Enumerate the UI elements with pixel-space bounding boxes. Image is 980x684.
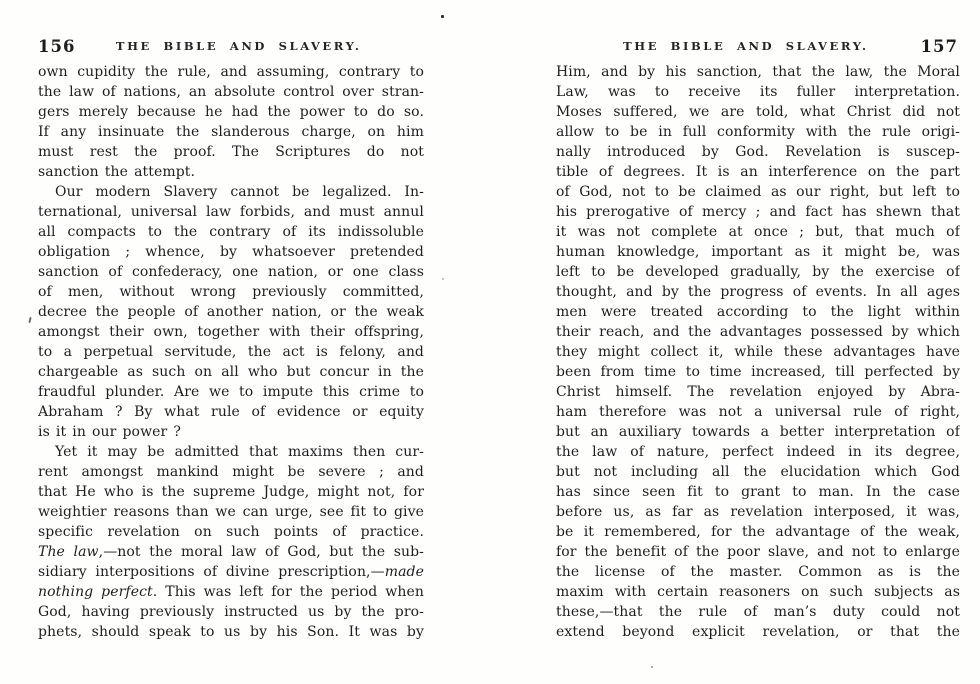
text-line: amongst their own, together with their offspring, [38,324,424,340]
text-line: allow to be in full conformity with the rule origi- [556,124,960,140]
text-line: but not including all the elucidation which God [556,464,960,480]
text-line: the law of nature, perfect indeed in its degree, [556,444,960,460]
text-line: Law, was to receive its fuller interpretation. [556,84,960,100]
text-line: specific revelation on such points of practice. [38,524,424,540]
scan-speck [28,317,31,323]
text-line: sanction of confederacy, one nation, or one class [38,264,424,280]
running-head [556,37,960,55]
text-line: his prerogative of mercy ; and fact has shewn that [556,204,960,220]
text-line: ham therefore was not a universal rule of right, [556,404,960,420]
text-line: they might collect it, while these advantages have [556,344,960,360]
page-number: 156 [38,37,76,56]
text-line: sidiary interpositions of divine prescription,—made [38,564,424,580]
text-line: human knowledge, important as it might be, was [556,244,960,260]
text-line: be it remembered, for the advantage of the weak, [556,524,960,540]
text-line: all compacts to the contrary of its indissoluble [38,224,424,240]
text-line: has since seen fit to grant to man. In the case [556,484,960,500]
text-line: nothing perfect. This was left for the period when [38,584,424,600]
running-head [38,37,424,55]
page-157 [556,0,960,684]
page-text [38,62,424,642]
text-line: of God, not to be claimed as our right, but left to [556,184,960,200]
text-line: extend beyond explicit revelation, or that the [556,624,960,640]
text-line: maxim with certain reasoners on such subjects as [556,584,960,600]
text-line: rent amongst mankind might be severe ; and [38,464,424,480]
text-line: the law of nations, an absolute control over stran- [38,84,424,100]
text-line: thought, and by the progress of events. In all ages [556,284,960,300]
running-title: THE BIBLE AND SLAVERY. [115,39,362,53]
text-line: but an auxiliary towards a better interpretation of [556,424,960,440]
text-line: these,—that the rule of man’s duty could not [556,604,960,620]
text-line: phets, should speak to us by his Son. It was by [38,624,424,640]
text-line: Abraham ? By what rule of evidence or equity [38,404,424,420]
text-line: Our modern Slavery cannot be legalized. In- [55,184,424,200]
page-number: 157 [920,37,958,56]
page-156 [38,0,424,684]
text-line: men were treated according to the light within [556,304,960,320]
text-line: decree the people of another nation, or the weak [38,304,424,320]
text-line: their reach, and the advantages possessed by which [556,324,960,340]
text-line: The law,—not the moral law of God, but the sub- [38,544,424,560]
text-line: before us, as far as revelation interposed, it was, [556,504,960,520]
text-line: is it in our power ? [38,424,182,440]
text-line: gers merely because he had the power to do so. [38,104,424,120]
scan-speck [651,666,653,668]
text-line: fraudful plunder. Are we to impute this crime to [38,384,424,400]
text-line: it was not complete at once ; but, that much of [556,224,960,240]
text-line: God, having previously instructed us by the pro- [38,604,424,620]
text-line: chargeable as such on all who but concur in the [38,364,424,380]
text-line: sanction the attempt. [38,164,196,180]
text-line: Moses suffered, we are told, what Christ did not [556,104,960,120]
running-title: THE BIBLE AND SLAVERY. [623,39,869,53]
page-text [556,62,960,642]
text-line: must rest the proof. The Scriptures do not [38,144,424,160]
text-line: to a perpetual servitude, the act is felony, and [38,344,424,360]
text-line: If any insinuate the slanderous charge, on him [38,124,424,140]
text-line: for the benefit of the poor slave, and not to enlarge [556,544,960,560]
text-line: of men, without wrong previously committed, [38,284,424,300]
text-line: been from time to time increased, till perfected by [556,364,960,380]
scan-speck [441,15,444,18]
text-line: nally introduced by God. Revelation is suscep- [556,144,960,160]
text-line: own cupidity the rule, and assuming, contrary to [38,64,424,80]
text-line: that He who is the supreme Judge, might not, for [38,484,424,500]
text-line: Yet it may be admitted that maxims then cur- [55,444,424,460]
scan-speck [442,278,444,280]
text-line: the license of the master. Common as is the [556,564,960,580]
text-line: tible of degrees. It is an interference on the part [556,164,960,180]
text-line: left to be developed gradually, by the exercise of [556,264,960,280]
text-line: obligation ; whence, by whatsoever pretended [38,244,424,260]
text-line: weightier reasons than we can urge, see fit to give [38,504,424,520]
text-line: ternational, universal law forbids, and must annul [38,204,424,220]
text-line: Him, and by his sanction, that the law, the Moral [556,64,960,80]
text-line: Christ himself. The revelation enjoyed by Abra- [556,384,960,400]
